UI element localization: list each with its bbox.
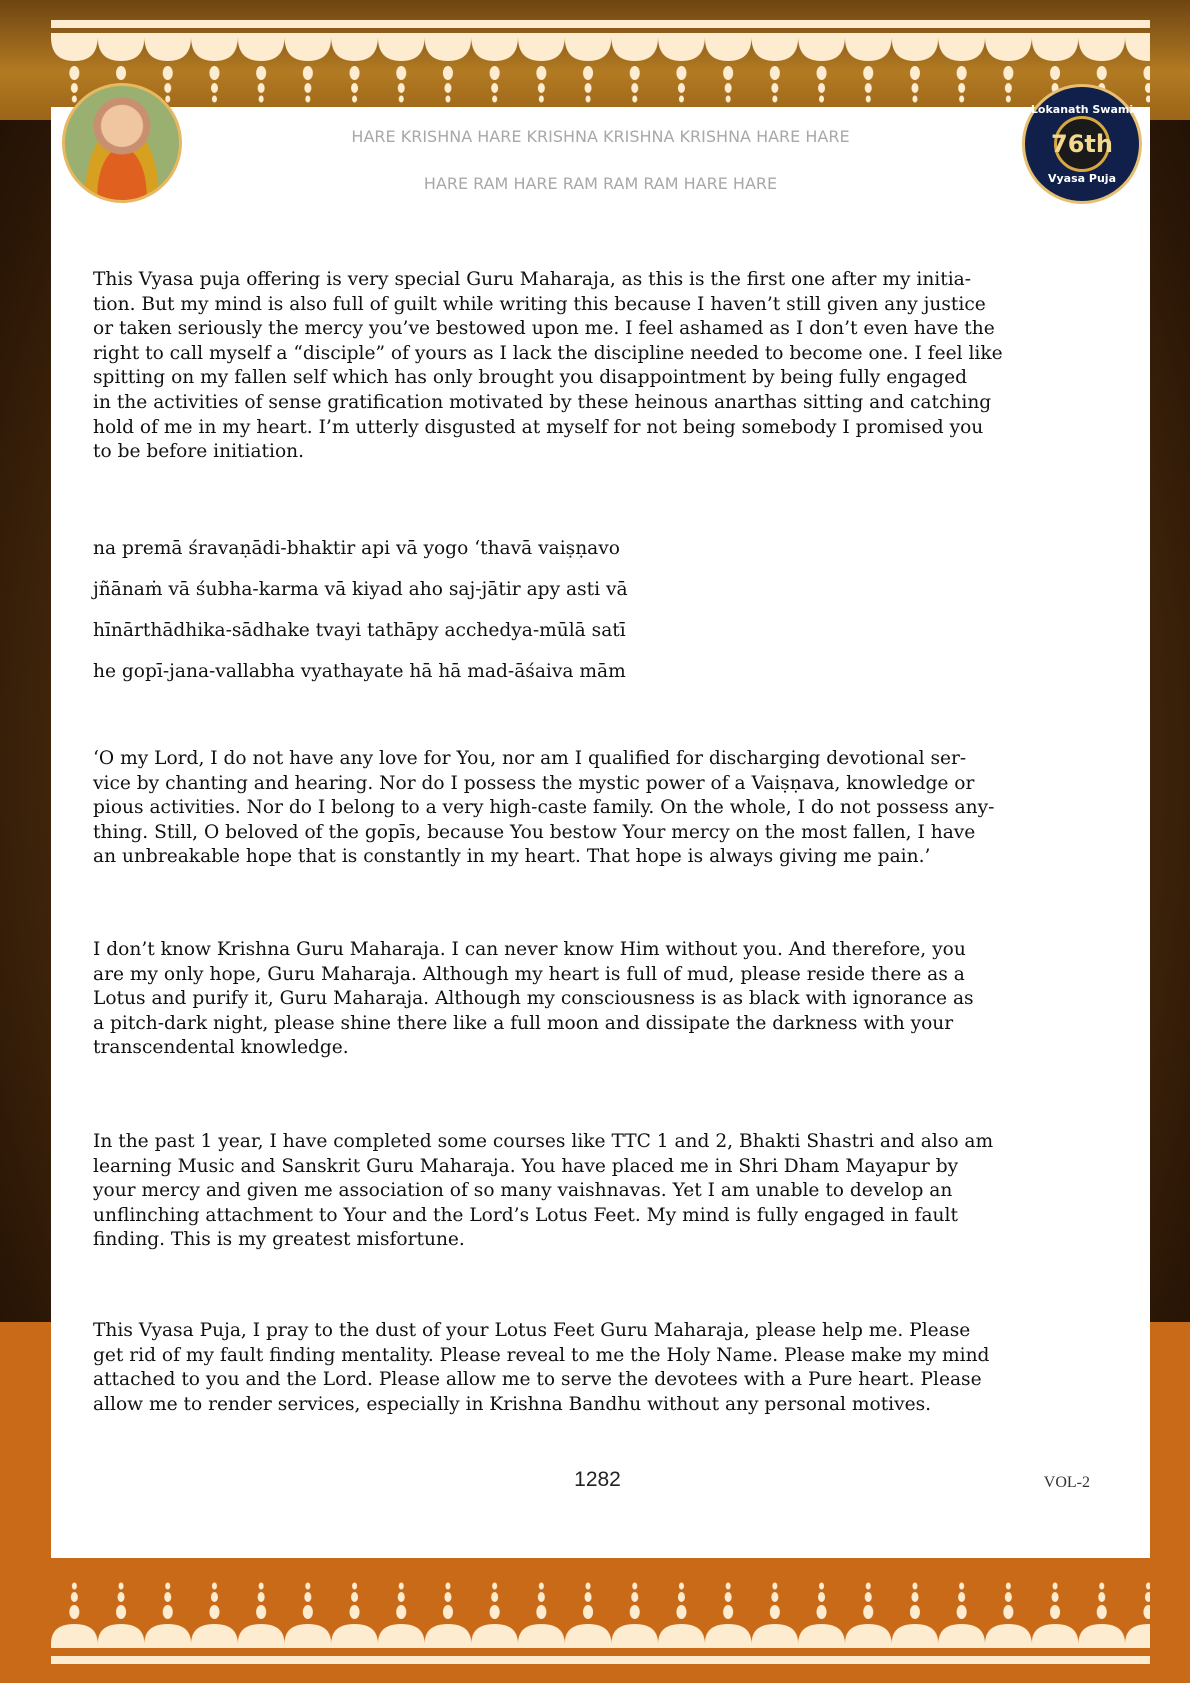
text-line: spitting on my fallen self which has only brought you disappointment by being fully engaged — [93, 367, 967, 389]
text-line: he gopī-jana-vallabha vyathayate hā hā mad-āśaiva mām — [93, 661, 626, 683]
text-line: pious activities. Nor do I belong to a very high-caste family. On the whole, I do not possess any- — [93, 797, 995, 819]
text-line: right to call myself a “disciple” of yours as I lack the discipline needed to become one. I feel like — [93, 342, 1003, 364]
text-line: transcendental knowledge. — [93, 1037, 349, 1059]
text-line: in the activities of sense gratification motivated by these heinous anarthas sitting and catching — [93, 391, 992, 413]
text-line: hīnārthādhika-sādhake tvayi tathāpy acchedya-mūlā satī — [93, 620, 626, 642]
text-line: learning Music and Sanskrit Guru Maharaja. You have placed me in Shri Dham Mayapur by — [93, 1155, 959, 1177]
text-line: unflinching attachment to Your and the Lord’s Lotus Feet. My mind is fully engaged in fault — [93, 1204, 958, 1226]
text-line: This Vyasa puja offering is very special Guru Maharaja, as this is the first one after my initia- — [93, 269, 972, 290]
text-line: This Vyasa Puja, I pray to the dust of your Lotus Feet Guru Maharaja, please help me. Please — [93, 1320, 971, 1341]
text-line: attached to you and the Lord. Please allow me to serve the devotees with a Pure heart. Please — [93, 1369, 982, 1391]
text-line: get rid of my fault finding mentality. Please reveal to me the Holy Name. Please make my mind — [93, 1344, 990, 1366]
text-line: an unbreakable hope that is constantly in my heart. That hope is always giving me pain.’ — [93, 846, 931, 868]
text-line: your mercy and given me association of so many vaishnavas. Yet I am unable to develop an — [93, 1180, 953, 1202]
paragraph-intro — [93, 268, 1093, 465]
top-border-bar — [51, 20, 1150, 28]
bottom-border-bar — [51, 1656, 1150, 1664]
text-line: a pitch-dark night, please shine there like a full moon and dissipate the darkness with your — [93, 1012, 954, 1034]
paragraph-translation — [93, 747, 1093, 870]
text-line: allow me to render services, especially in Krishna Bandhu without any personal motives. — [93, 1393, 932, 1415]
text-line: na premā śravaṇādi-bhaktir api vā yogo ‘thavā vaiṣṇavo — [93, 538, 620, 559]
text-line: are my only hope, Guru Maharaja. Although my heart is full of mud, please reside there as a — [93, 963, 965, 985]
text-line: or taken seriously the mercy you’ve bestowed upon me. I feel ashamed as I don’t even have the — [93, 318, 995, 340]
text-line: hold of me in my heart. I’m utterly disgusted at myself for not being somebody I promised you — [93, 416, 984, 438]
page-number: 1282 — [574, 1468, 621, 1491]
text-line: jñānaṁ vā śubha-karma vā kiyad aho saj-jātir apy asti vā — [93, 579, 628, 601]
sanskrit-verse — [93, 537, 1093, 701]
text-line: finding. This is my greatest misfortune. — [93, 1229, 465, 1251]
text-line: tion. But my mind is also full of guilt while writing this because I haven’t still given any justice — [93, 293, 986, 315]
paragraph-hope — [93, 938, 1093, 1061]
text-line: Lotus and purify it, Guru Maharaja. Although my consciousness is as black with ignorance as — [93, 988, 974, 1010]
text-line: thing. Still, O beloved of the gopīs, because You bestow Your mercy on the most fallen, I have — [93, 821, 976, 843]
badge-top-text: Lokanath Swami — [1030, 103, 1134, 116]
badge-bottom-text: Vyasa Puja — [1048, 172, 1116, 185]
text-line: to be before initiation. — [93, 441, 305, 463]
text-line: In the past 1 year, I have completed some courses like TTC 1 and 2, Bhakti Shastri and also am — [93, 1131, 994, 1152]
paragraph-prayer — [93, 1319, 1093, 1417]
mantra-line-1: HARE KRISHNA HARE KRISHNA KRISHNA KRISHNA HARE HARE — [351, 127, 850, 146]
bottom-scallop-ornament — [51, 1582, 1150, 1652]
volume-label: VOL-2 — [1043, 1474, 1090, 1491]
top-scallop-ornament — [51, 33, 1150, 103]
mantra-line-2: HARE RAM HARE RAM RAM RAM HARE HARE — [423, 174, 778, 193]
paragraph-past-year — [93, 1130, 1093, 1253]
text-line: I don’t know Krishna Guru Maharaja. I can never know Him without you. And therefore, you — [93, 939, 966, 960]
badge-number: 76th — [1054, 116, 1110, 172]
text-line: ‘O my Lord, I do not have any love for You, nor am I qualified for discharging devotional ser- — [93, 748, 967, 769]
text-line: vice by chanting and hearing. Nor do I possess the mystic power of a Vaiṣṇava, knowledge or — [93, 772, 975, 794]
